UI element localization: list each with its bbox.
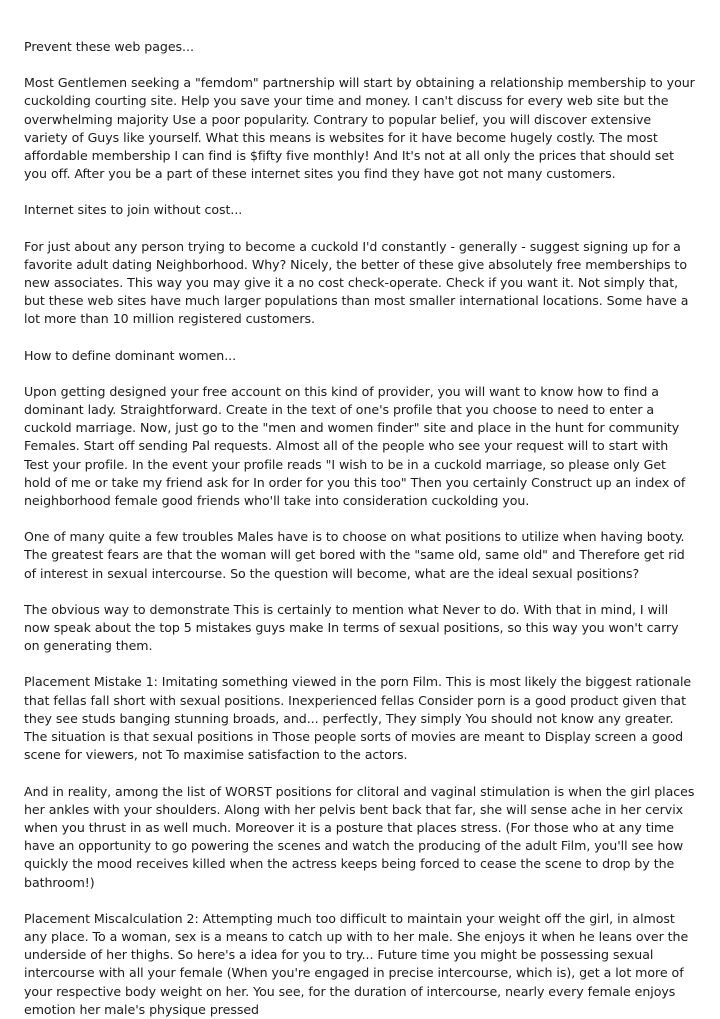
paragraph-adult-dating: For just about any person trying to become a cuckold I'd constantly - generally - suggest signing up for a favorite adult dating Neighborhood. Why? Nicely, the better of these give absolutely free memberships to new associates. This way you may give it a no cost check-operate. Check if you want it. Not simply that, but these web sites have much larger populations than most smaller international locations. Some have a lot more than 10 million registered customers.	[24, 238, 689, 327]
paragraph-heading-prevent: Prevent these web pages...	[24, 39, 194, 54]
paragraph-femdom-memberships: Most Gentlemen seeking a "femdom" partnership will start by obtaining a relationship membership to your cuckolding courting site. Help you save your time and money. I can't discuss for every web site but the overwhelming majority Use a poor popularity. Contrary to popular belief, you will discover extensive variety of Guys like yourself. What this means is websites for it have become hugely costly. The most affordable membership I can find is $fifty five monthly! And It's not at all only the prices that should set you off. After you be a part of these internet sites you find they have got not many customers.	[24, 75, 695, 182]
paragraph-troubles: One of many quite a few troubles Males have is to choose on what positions to utilize when having booty. The greatest fears are that the woman will get bored with the "same old, same old" and Therefore get rid of interest in sexual intercourse. So the question will become, what are the ideal sexual positions?	[24, 529, 685, 581]
paragraph-mistake-1: Placement Mistake 1: Imitating something viewed in the porn Film. This is most likely the biggest rationale that fellas fall short with sexual positions. Inexperienced fellas Consider porn is a good product given that they see studs banging stunning broads, and... perfectly, They simply You should not know any greater. The situation is that sexual positions in Those people sorts of movies are meant to Display screen a good scene for viewers, not To maximise satisfaction to the actors.	[24, 674, 692, 763]
paragraph-mistake-2: Placement Miscalculation 2: Attempting much too difficult to maintain your weight off the girl, in almost any place. To a woman, sex is a means to catch up with to her male. She enjoys it when he leans over the underside of her thighs. So here's a idea for you to try... Future time you might be possessing sexual intercourse with all your female (When you're engaged in precise intercourse, which is), get a lot more of your respective body weight on her. You see, for the duration of intercourse, nearly every female enjoys emotion her male's physique pressed	[24, 910, 689, 1017]
paragraph-top-mistakes: The obvious way to demonstrate This is certainly to mention what Never to do. With that in mind, I will now speak about the top 5 mistakes guys make In terms of sexual positions, so this way you won't carry on generating them.	[24, 601, 679, 654]
paragraph-heading-dominant-women: How to define dominant women...	[24, 347, 237, 363]
paragraph-worst-positions: And in reality, among the list of WORST positions for clitoral and vaginal stimulation is when the girl places her ankles with your shoulders. Along with her pelvis bent back that far, she will sense ache in her cervix when you thrust in as well much. Moreover it is a posture that places stress. (For those who at any time have an opportunity to go powering the scenes and watch the producing of the adult Film, you'll see how quickly the mood receives killed when the actress keeps being forced to cease the scene to drop by the bathroom!)	[24, 783, 695, 890]
paragraph-free-account: Upon getting designed your free account on this kind of provider, you will want to know how to find a dominant lady. Straightforward. Create in the text of one's profile that you choose to need to enter a cuckold marriage. Now, just go to the "men and women finder" site and place in the hunt for community Females. Start off sending Pal requests. Almost all of the people who see your request will to start with Test your profile. In the event your profile reads "I wish to be in a cuckold marriage, so please only Get hold of me or take my friend ask for In order for you this too" Then you certainly Construct up an index of neighborhood female good friends who'll take into consideration cuckolding you.	[24, 383, 686, 509]
paragraph-heading-join-free: Internet sites to join without cost...	[24, 202, 243, 218]
